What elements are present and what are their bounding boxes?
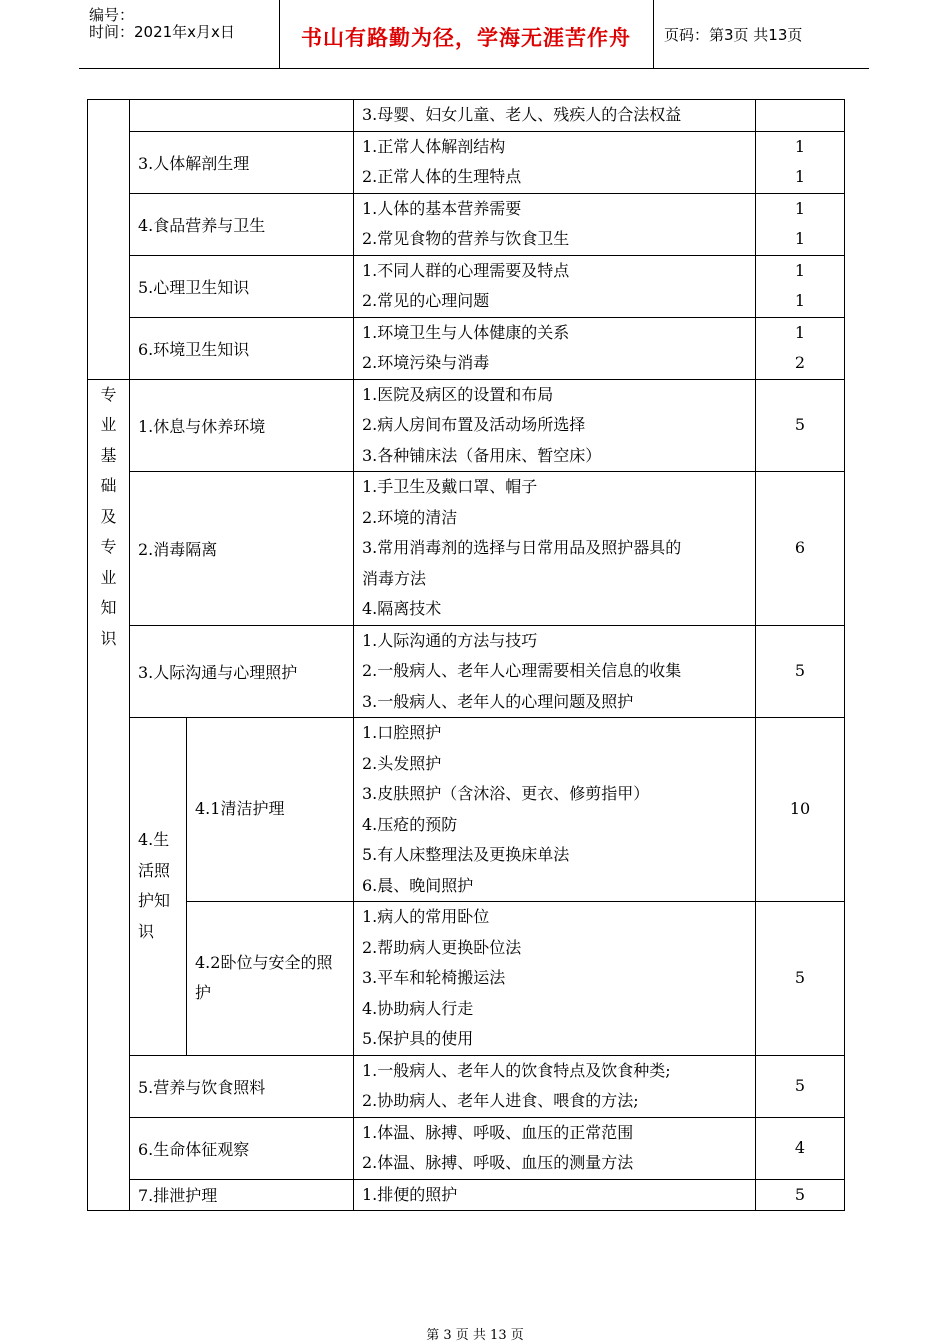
- content-line: 2.体温、脉搏、呼吸、血压的测量方法: [362, 1153, 634, 1172]
- content-line: 1.医院及病区的设置和布局: [362, 384, 554, 404]
- subtopic-cell: 4.2卧位与安全的照护: [187, 902, 354, 1056]
- table-row: [88, 1055, 845, 1117]
- page-footer: 第 3 页 共 13 页: [426, 1328, 524, 1343]
- hours-cell: [756, 255, 845, 317]
- content-line: 1.口腔照护: [362, 723, 442, 742]
- hours-value: 1: [794, 322, 806, 342]
- table-row: [88, 472, 845, 626]
- hours-value: 6: [794, 538, 806, 557]
- content-line: 1.体温、脉搏、呼吸、血压的正常范围: [362, 1122, 634, 1142]
- content-cell: [354, 379, 756, 472]
- topic-cell: 6.环境卫生知识: [130, 317, 354, 379]
- content-line: 2.常见的心理问题: [362, 291, 490, 310]
- table-row: [88, 193, 845, 255]
- doc-date-label: 时间：2021年x月x日: [89, 23, 235, 41]
- topic-cell: [130, 100, 354, 132]
- topic-cell: 5.营养与饮食照料: [130, 1055, 354, 1117]
- content-cell: [354, 472, 756, 626]
- hours-cell: [756, 131, 845, 193]
- hours-value: 1: [794, 136, 806, 156]
- content-line: 1.人体的基本营养需要: [362, 198, 522, 218]
- hours-value: 1: [794, 198, 806, 218]
- hours-cell: [756, 193, 845, 255]
- hours-value: 1: [794, 260, 806, 280]
- table-row: [88, 625, 845, 718]
- content-cell: [354, 193, 756, 255]
- content-line: 6.晨、晚间照护: [362, 875, 474, 895]
- table-row: [88, 902, 845, 1056]
- category-label: 专业基础及专业知识: [100, 384, 117, 648]
- content-line: 3.一般病人、老年人的心理问题及照护: [362, 691, 634, 711]
- topic-cell: 2.消毒隔离: [130, 472, 354, 626]
- content-line: 1.正常人体解剖结构: [362, 136, 506, 156]
- content-line: 2.一般病人、老年人心理需要相关信息的收集: [362, 661, 682, 680]
- content-line: 2.协助病人、老年人进食、喂食的方法;: [362, 1091, 639, 1110]
- content-cell: [354, 625, 756, 718]
- content-line: 2.环境的清洁: [362, 507, 458, 527]
- content-line: 1.环境卫生与人体健康的关系: [362, 322, 570, 342]
- table-row: [88, 131, 845, 193]
- hours-cell: [756, 1179, 845, 1211]
- content-line: 1.病人的常用卧位: [362, 907, 490, 926]
- topic-cell: 3.人体解剖生理: [130, 131, 354, 193]
- table-row: [88, 1117, 845, 1179]
- content-line: 2.常见食物的营养与饮食卫生: [362, 229, 570, 248]
- content-line: 4.隔离技术: [362, 599, 442, 618]
- category-cell: [88, 379, 130, 1211]
- content-cell: [354, 100, 756, 132]
- topic-label: 4.生活照护知识: [138, 830, 171, 941]
- content-cell: [354, 255, 756, 317]
- content-line: 2.环境污染与消毒: [362, 353, 490, 372]
- topic-cell: 4.食品营养与卫生: [130, 193, 354, 255]
- hours-cell: [756, 902, 845, 1056]
- hours-cell: [756, 718, 845, 902]
- header-page-cell: [654, 0, 869, 68]
- content-cell: [354, 902, 756, 1056]
- content-line: 2.头发照护: [362, 753, 442, 773]
- page-header: [79, 0, 869, 69]
- hours-value: 4: [794, 1137, 806, 1157]
- table-row: [88, 379, 845, 472]
- hours-cell: [756, 472, 845, 626]
- hours-cell: [756, 1055, 845, 1117]
- hours-cell: [756, 317, 845, 379]
- motto: 书山有路勤为径，学海无涯苦作舟: [301, 26, 631, 50]
- content-line: 1.手卫生及戴口罩、帽子: [362, 477, 538, 496]
- subtopic-cell: 4.1清洁护理: [187, 718, 354, 902]
- hours-cell: [756, 379, 845, 472]
- content-line: 1.不同人群的心理需要及特点: [362, 260, 570, 280]
- content-line: 4.压疮的预防: [362, 814, 458, 834]
- content-line: 2.帮助病人更换卧位法: [362, 937, 522, 957]
- header-motto-cell: [279, 0, 654, 68]
- table-row: [88, 255, 845, 317]
- hours-value: 5: [794, 415, 806, 434]
- hours-cell: [756, 100, 845, 132]
- hours-value: 5: [794, 661, 806, 680]
- content-cell: [354, 1179, 756, 1211]
- hours-value: 10: [789, 799, 811, 819]
- topic-cell: 1.休息与休养环境: [130, 379, 354, 472]
- table-row: [88, 100, 845, 132]
- hours-value: 5: [794, 1075, 806, 1095]
- content-line: 5.保护具的使用: [362, 1029, 474, 1048]
- content-line: 2.正常人体的生理特点: [362, 167, 522, 186]
- topic-cell: 5.心理卫生知识: [130, 255, 354, 317]
- content-line: 1.排便的照护: [362, 1184, 458, 1204]
- syllabus-table: [87, 99, 845, 1211]
- content-line: 5.有人床整理法及更换床单法: [362, 845, 570, 864]
- content-line: 消毒方法: [362, 568, 427, 588]
- topic-cell: 7.排泄护理: [130, 1179, 354, 1211]
- content-cell: [354, 317, 756, 379]
- content-line: 1.人际沟通的方法与技巧: [362, 630, 538, 650]
- topic-cell: 6.生命体征观察: [130, 1117, 354, 1179]
- content-line: 4.协助病人行走: [362, 998, 474, 1018]
- hours-cell: [756, 1117, 845, 1179]
- content-cell: [354, 718, 756, 902]
- content-line: 3.各种铺床法（备用床、暂空床）: [362, 445, 602, 465]
- content-line: 1.一般病人、老年人的饮食特点及饮食种类;: [362, 1060, 671, 1080]
- content-line: 3.平车和轮椅搬运法: [362, 968, 506, 987]
- hours-value: 5: [794, 1184, 806, 1204]
- topic-cell: 3.人际沟通与心理照护: [130, 625, 354, 718]
- hours-value: 2: [794, 353, 806, 372]
- category-cell-empty: [88, 100, 130, 380]
- content-cell: [354, 1117, 756, 1179]
- table-row: [88, 718, 845, 902]
- doc-number-label: 编号：: [89, 6, 135, 24]
- content-line: 2.病人房间布置及活动场所选择: [362, 415, 586, 434]
- table-row: [88, 317, 845, 379]
- content-line: 3.常用消毒剂的选择与日常用品及照护器具的: [362, 538, 682, 557]
- content-cell: [354, 1055, 756, 1117]
- content-cell: [354, 131, 756, 193]
- page-indicator: 页码：第3页 共13页: [664, 26, 803, 44]
- content-line: 3.母婴、妇女儿童、老人、残疾人的合法权益: [362, 105, 682, 124]
- topic-cell: [130, 718, 187, 1056]
- hours-value: 1: [794, 291, 806, 310]
- hours-value: 1: [794, 229, 806, 248]
- hours-value: 1: [794, 167, 806, 186]
- hours-cell: [756, 625, 845, 718]
- content-line: 3.皮肤照护（含沐浴、更衣、修剪指甲）: [362, 784, 650, 803]
- header-meta-cell: [79, 0, 280, 68]
- table-row: [88, 1179, 845, 1211]
- hours-value: 5: [794, 968, 806, 987]
